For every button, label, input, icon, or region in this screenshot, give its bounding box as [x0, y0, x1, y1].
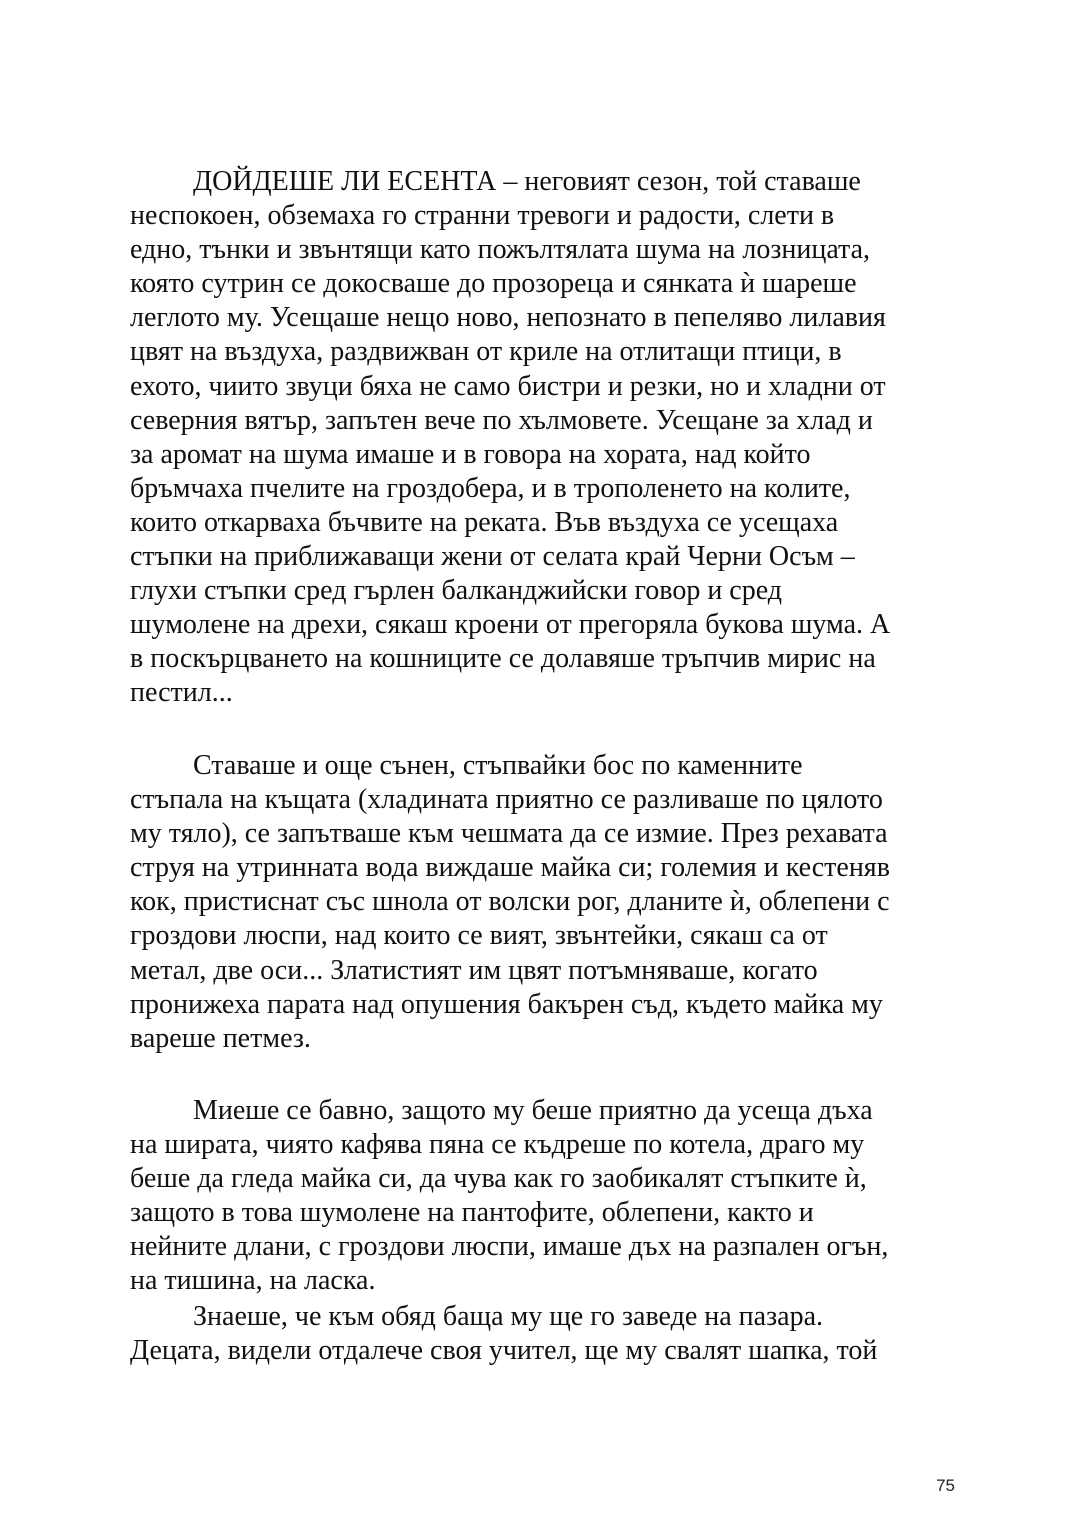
paragraph-2	[130, 749, 960, 1056]
text-line: в поскърцването на кошниците се долавяше тръпчив мирис на	[130, 643, 876, 675]
paragraph-1	[130, 165, 960, 711]
text-line: шумолене на дрехи, сякаш кроени от прегоряла букова шума. А	[130, 609, 891, 641]
text-line: му тяло), се запътваше към чешмата да се измие. През рехавата	[130, 818, 888, 850]
text-line: пестил...	[130, 677, 233, 709]
text-line: за аромат на шума имаше и в говора на хората, над който	[130, 438, 811, 470]
page-number: 75	[936, 1476, 955, 1495]
text-line: която сутрин се докосваше до прозореца и сянката ѝ шареше	[130, 268, 857, 300]
text-line: леглото му. Усещаше нещо ново, непознато в пепеляво лилавия	[130, 302, 886, 334]
text-line: на ширата, чиято кафява пяна се къдреше по котела, драго му	[130, 1129, 865, 1161]
text-line: ехото, чиито звуци бяха не само бистри и резки, но и хладни от	[130, 370, 886, 402]
text-line: Децата, видели отдалече своя учител, ще му свалят шапка, той	[130, 1335, 878, 1367]
text-line: едно, тънки и звънтящи като пожълтялата шума на лозницата,	[130, 234, 871, 266]
text-line: беше да гледа майка си, да чува как го заобикалят стъпките ѝ,	[130, 1163, 867, 1195]
text-line: кок, пристиснат със шнола от волски рог, дланите ѝ, облепени с	[130, 886, 890, 918]
paragraph-3	[130, 1094, 960, 1299]
paragraph-4	[130, 1300, 960, 1368]
text-line: нейните длани, с гроздови люспи, имаше дъх на разпален огън,	[130, 1231, 889, 1263]
text-line: неспокоен, обземаха го странни тревоги и радости, слети в	[130, 200, 835, 232]
text-line: бръмчаха пчелите на гроздобера, и в трополенето на колите,	[130, 472, 851, 504]
text-line: Знаеше, че към обяд баща му ще го заведе на пазара.	[193, 1301, 824, 1332]
text-line: ДОЙДЕШЕ ЛИ ЕСЕНТА – неговият сезон, той ставаше	[193, 166, 861, 197]
text-line: Миеше се бавно, защото му беше приятно да усеща дъха	[193, 1095, 873, 1126]
text-line: цвят на въздуха, раздвижван от криле на отлитащи птици, в	[130, 336, 842, 368]
text-line: гроздови люспи, над които се вият, звънтейки, сякаш са от	[130, 920, 828, 952]
text-line: пронижеха парата над опушения бакърен съд, където майка му	[130, 988, 883, 1020]
text-line: глухи стъпки сред гърлен балканджийски говор и сред	[130, 575, 783, 607]
text-line: вареше петмез.	[130, 1022, 311, 1054]
text-line: защото в това шумолене на пантофите, облепени, както и	[130, 1197, 814, 1229]
text-line: стъпки на приближаващи жени от селата край Черни Осъм –	[130, 541, 855, 573]
text-line: стъпала на къщата (хладината приятно се разливаше по цялото	[130, 784, 883, 816]
text-line: Ставаше и още сънен, стъпвайки бос по каменните	[193, 750, 803, 781]
text-line: северния вятър, запътен вече по хълмовете. Усещане за хлад и	[130, 404, 873, 436]
text-line: метал, две оси... Златистият им цвят потъмняваше, когато	[130, 954, 818, 986]
text-line: които откарваха бъчвите на реката. Във въздуха се усещаха	[130, 506, 839, 538]
text-line: струя на утринната вода виждаше майка си; големия и кестеняв	[130, 852, 890, 884]
text-line: на тишина, на ласка.	[130, 1265, 376, 1297]
